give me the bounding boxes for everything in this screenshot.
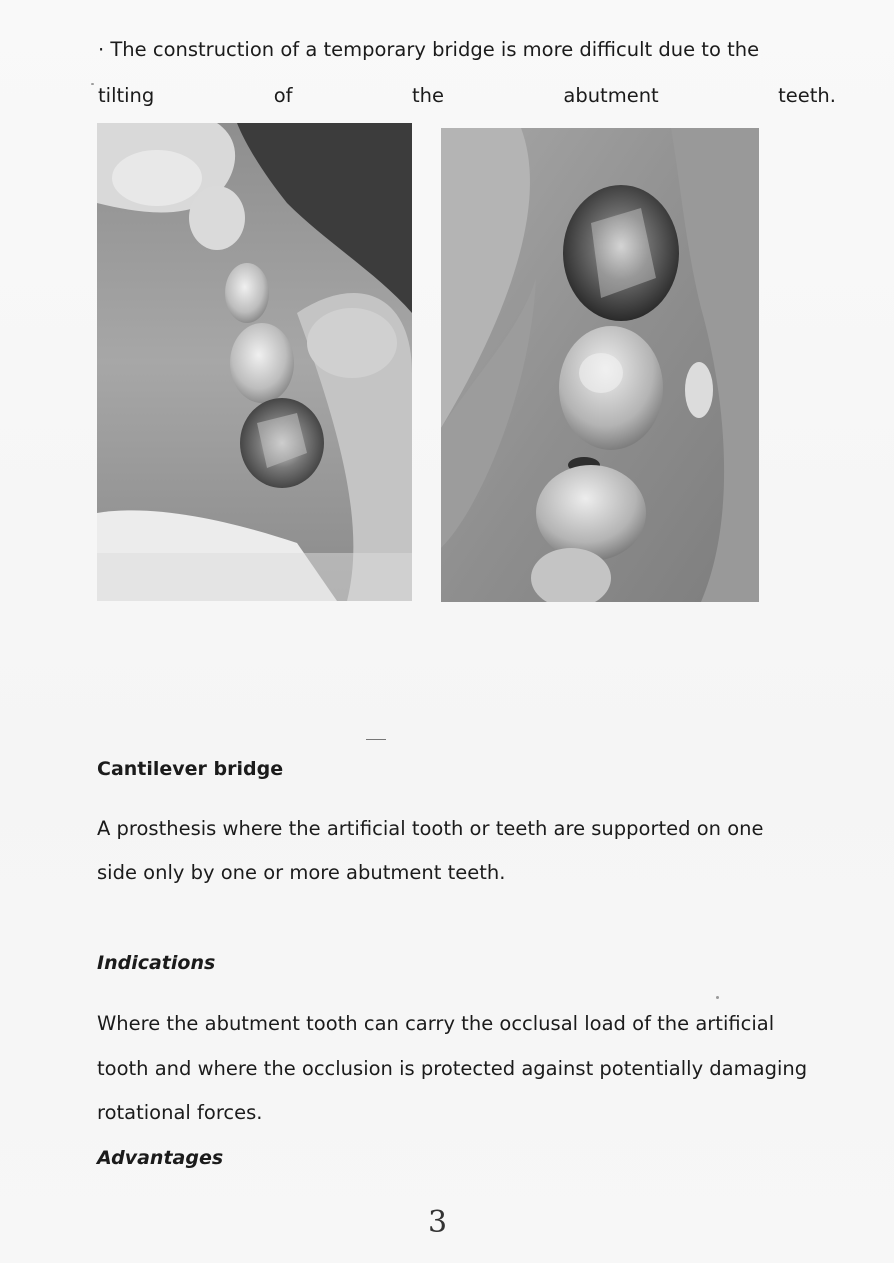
- intro-word: tilting: [98, 84, 155, 107]
- scan-speck: [91, 83, 94, 85]
- intro-word: the: [411, 84, 444, 107]
- indications-line-2: tooth and where the occlusion is protected against potentially damaging: [97, 1057, 808, 1080]
- intro-line-2: [98, 83, 836, 109]
- intro-word: teeth.: [778, 84, 836, 107]
- cantilever-line-1: A prosthesis where the artificial tooth or teeth are supported on one: [97, 817, 764, 840]
- intro-line-1: · The construction of a temporary bridge is more difficult due to the: [98, 38, 760, 61]
- scan-mark: [366, 739, 386, 740]
- cantilever-line-2: side only by one or more abutment teeth.: [97, 861, 506, 884]
- cantilever-heading: Cantilever bridge: [97, 758, 284, 780]
- advantages-heading: Advantages: [97, 1147, 224, 1169]
- intro-word: of: [273, 84, 293, 107]
- dental-photo-left: [97, 123, 412, 601]
- scan-speck: [716, 996, 719, 999]
- page-number: 3: [428, 1205, 448, 1240]
- dental-photo-right: [441, 128, 759, 602]
- indications-line-1: Where the abutment tooth can carry the occlusal load of the artificial: [97, 1012, 775, 1035]
- indications-heading: Indications: [97, 952, 216, 974]
- indications-line-3: rotational forces.: [97, 1101, 263, 1124]
- intro-word: abutment: [563, 84, 659, 107]
